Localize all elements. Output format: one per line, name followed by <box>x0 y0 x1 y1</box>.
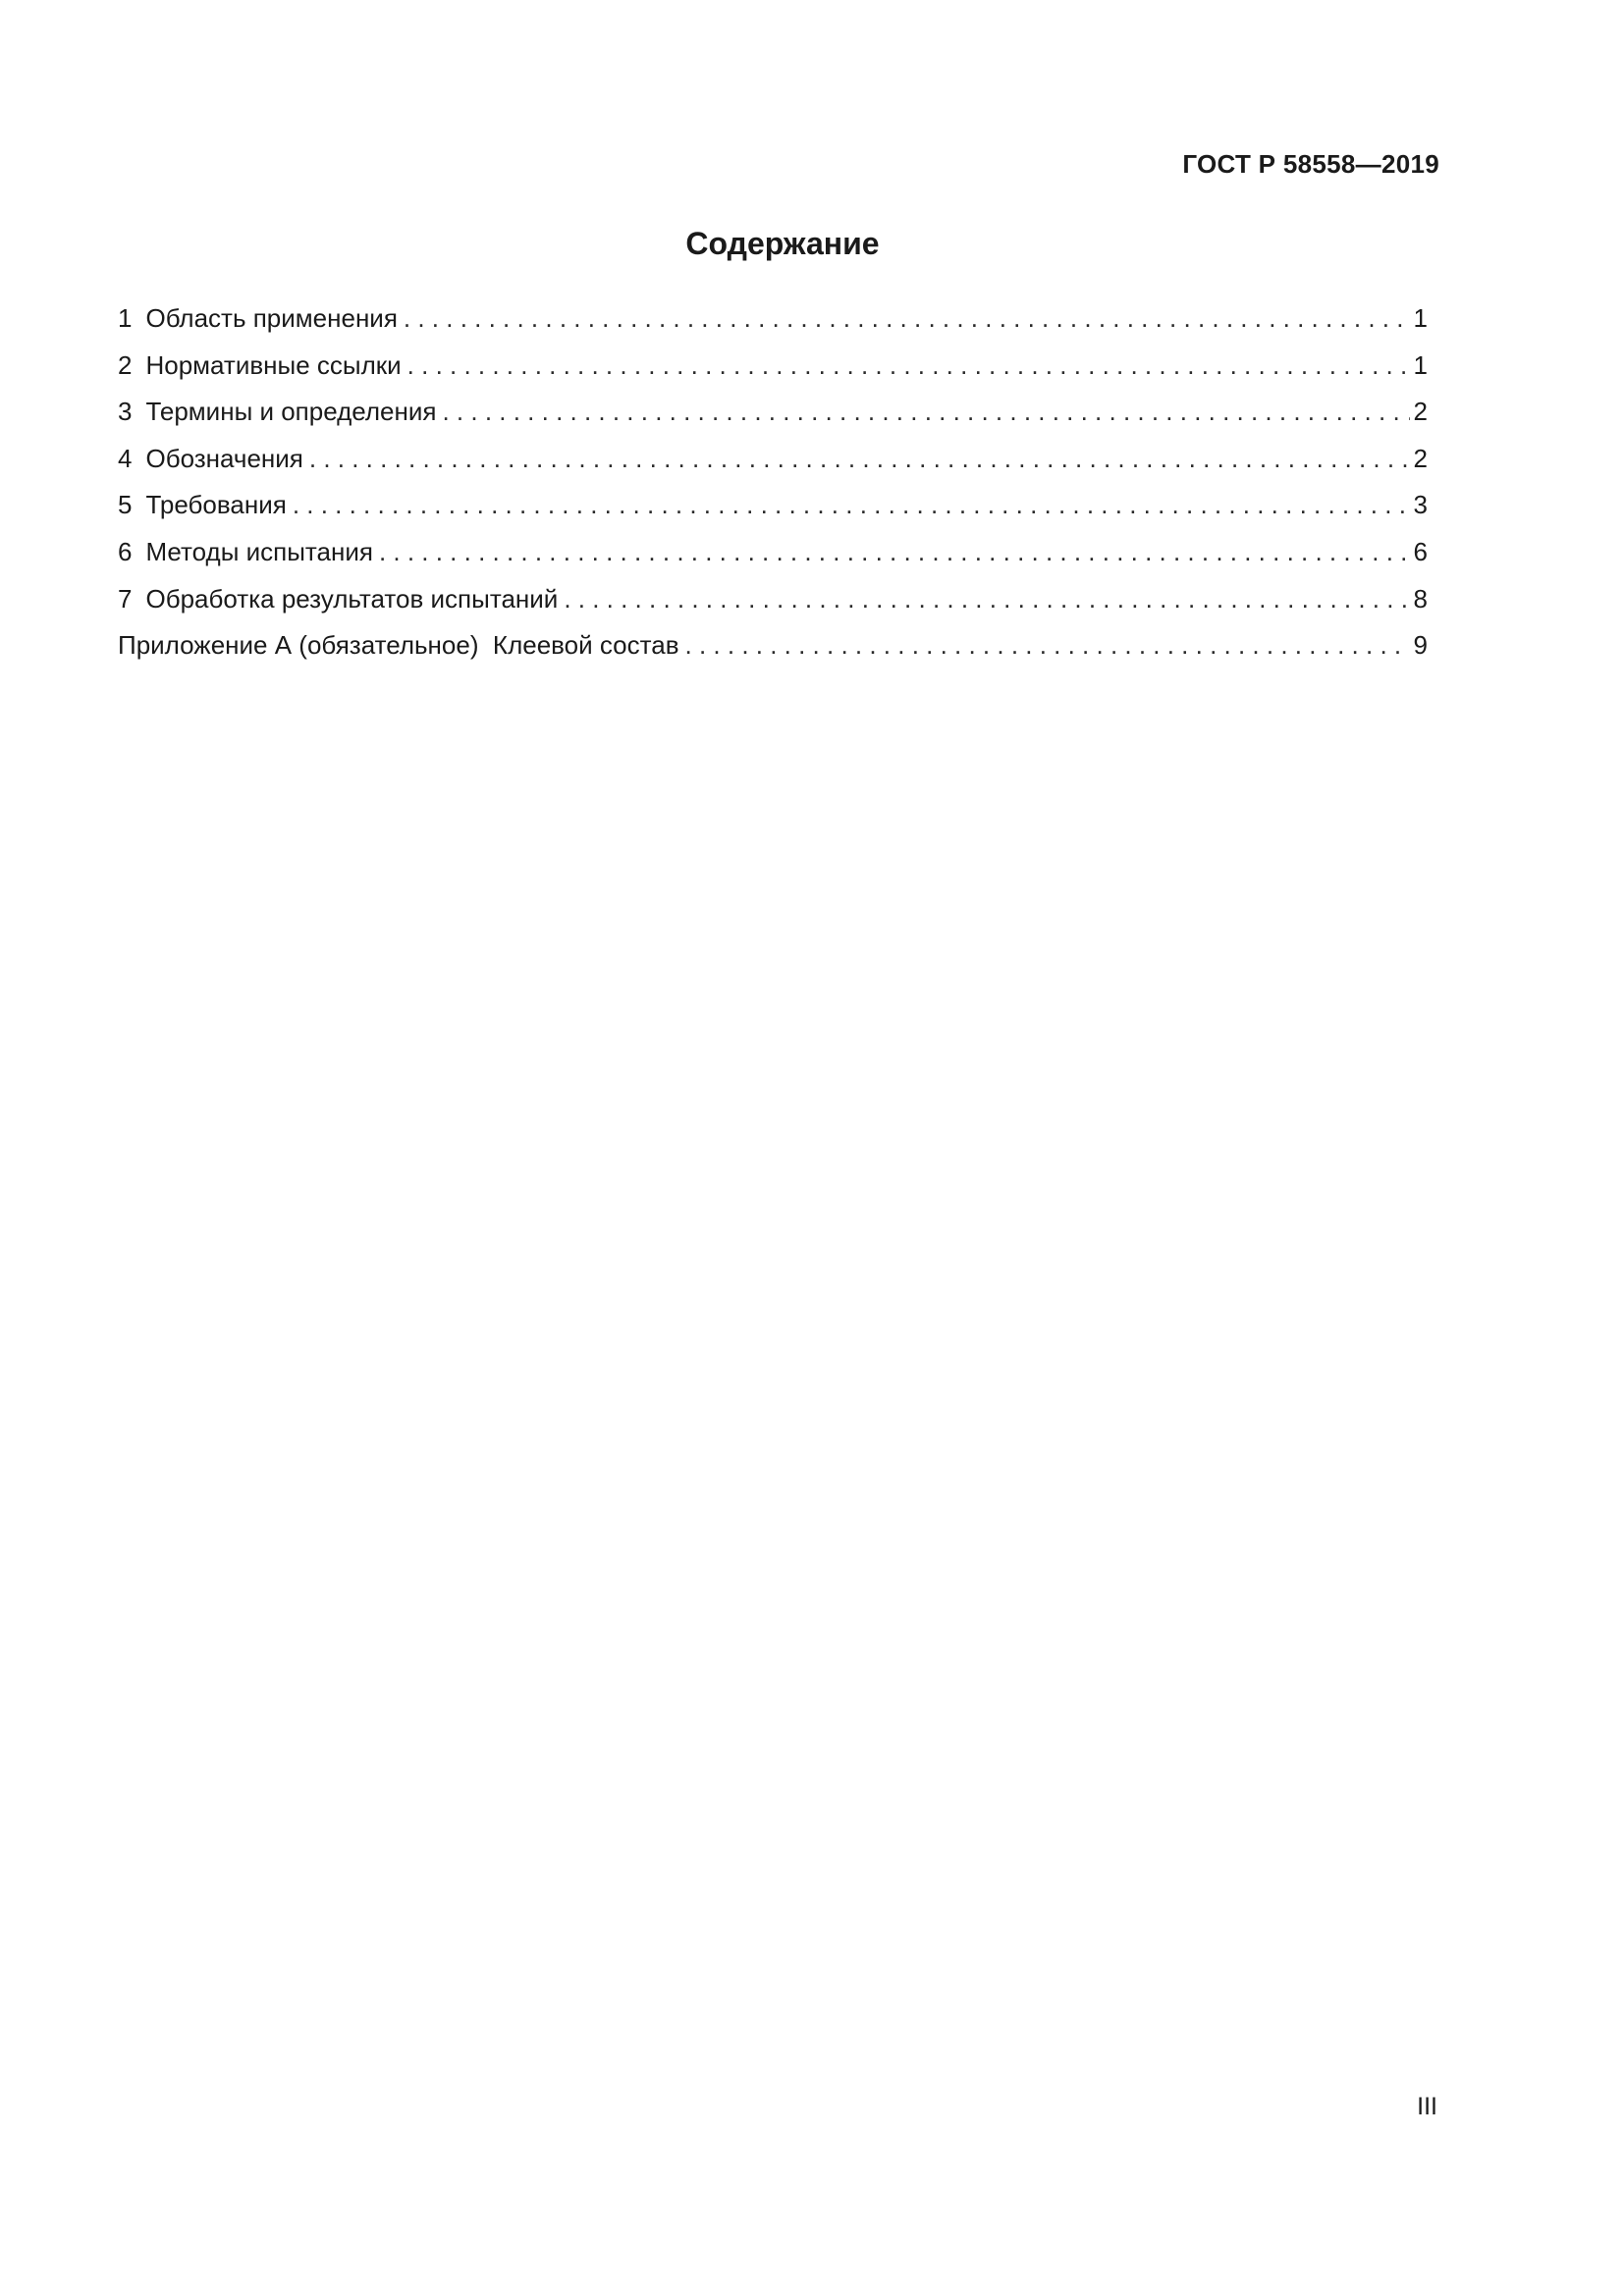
toc-entry-page: 9 <box>1413 630 1428 661</box>
toc-entry-number: 3 <box>118 397 133 427</box>
toc-dot-leader <box>379 534 1410 569</box>
toc-entry-text: Область применения <box>145 303 398 333</box>
page-number: III <box>1417 2093 1437 2120</box>
toc-entry[interactable] <box>118 347 1428 395</box>
toc-entry-page: 1 <box>1413 349 1428 380</box>
toc-entry-page: 1 <box>1413 303 1428 333</box>
toc-entry-page: 6 <box>1413 536 1428 566</box>
toc-entry-text: Приложение А (обязательное) Клеевой состав <box>118 630 679 661</box>
toc-entry-number: 6 <box>118 536 133 566</box>
table-of-contents <box>118 300 1428 674</box>
toc-dot-leader <box>685 627 1410 663</box>
toc-entry-page: 3 <box>1413 490 1428 520</box>
toc-dot-leader <box>564 581 1409 616</box>
document-code: ГОСТ Р 58558—2019 <box>1182 149 1439 179</box>
toc-entry-number: 2 <box>118 349 133 380</box>
toc-dot-leader <box>442 394 1409 429</box>
toc-entry-number: 7 <box>118 583 133 614</box>
toc-entry[interactable] <box>118 487 1428 534</box>
toc-entry-number: 1 <box>118 303 133 333</box>
toc-entry-page: 8 <box>1413 583 1428 614</box>
toc-entry-appendix[interactable] <box>118 627 1428 674</box>
toc-entry-text: Нормативные ссылки <box>145 349 402 380</box>
toc-entry-text: Методы испытания <box>145 536 373 566</box>
toc-dot-leader <box>407 347 1410 383</box>
toc-entry-text: Обозначения <box>145 443 303 473</box>
toc-title: Содержание <box>685 226 880 261</box>
toc-dot-leader <box>293 487 1410 522</box>
toc-entry-text: Термины и определения <box>145 397 437 427</box>
toc-entry[interactable] <box>118 441 1428 488</box>
toc-dot-leader <box>404 300 1410 336</box>
toc-entry-text: Требования <box>145 490 287 520</box>
toc-entry-text: Обработка результатов испытаний <box>145 583 559 614</box>
toc-entry[interactable] <box>118 581 1428 628</box>
toc-entry-number: 4 <box>118 443 133 473</box>
toc-entry-page: 2 <box>1413 443 1428 473</box>
toc-entry[interactable] <box>118 534 1428 581</box>
toc-entry[interactable] <box>118 394 1428 441</box>
toc-dot-leader <box>309 441 1410 476</box>
toc-entry-number: 5 <box>118 490 133 520</box>
toc-entry-page: 2 <box>1413 397 1428 427</box>
toc-entry[interactable] <box>118 300 1428 347</box>
